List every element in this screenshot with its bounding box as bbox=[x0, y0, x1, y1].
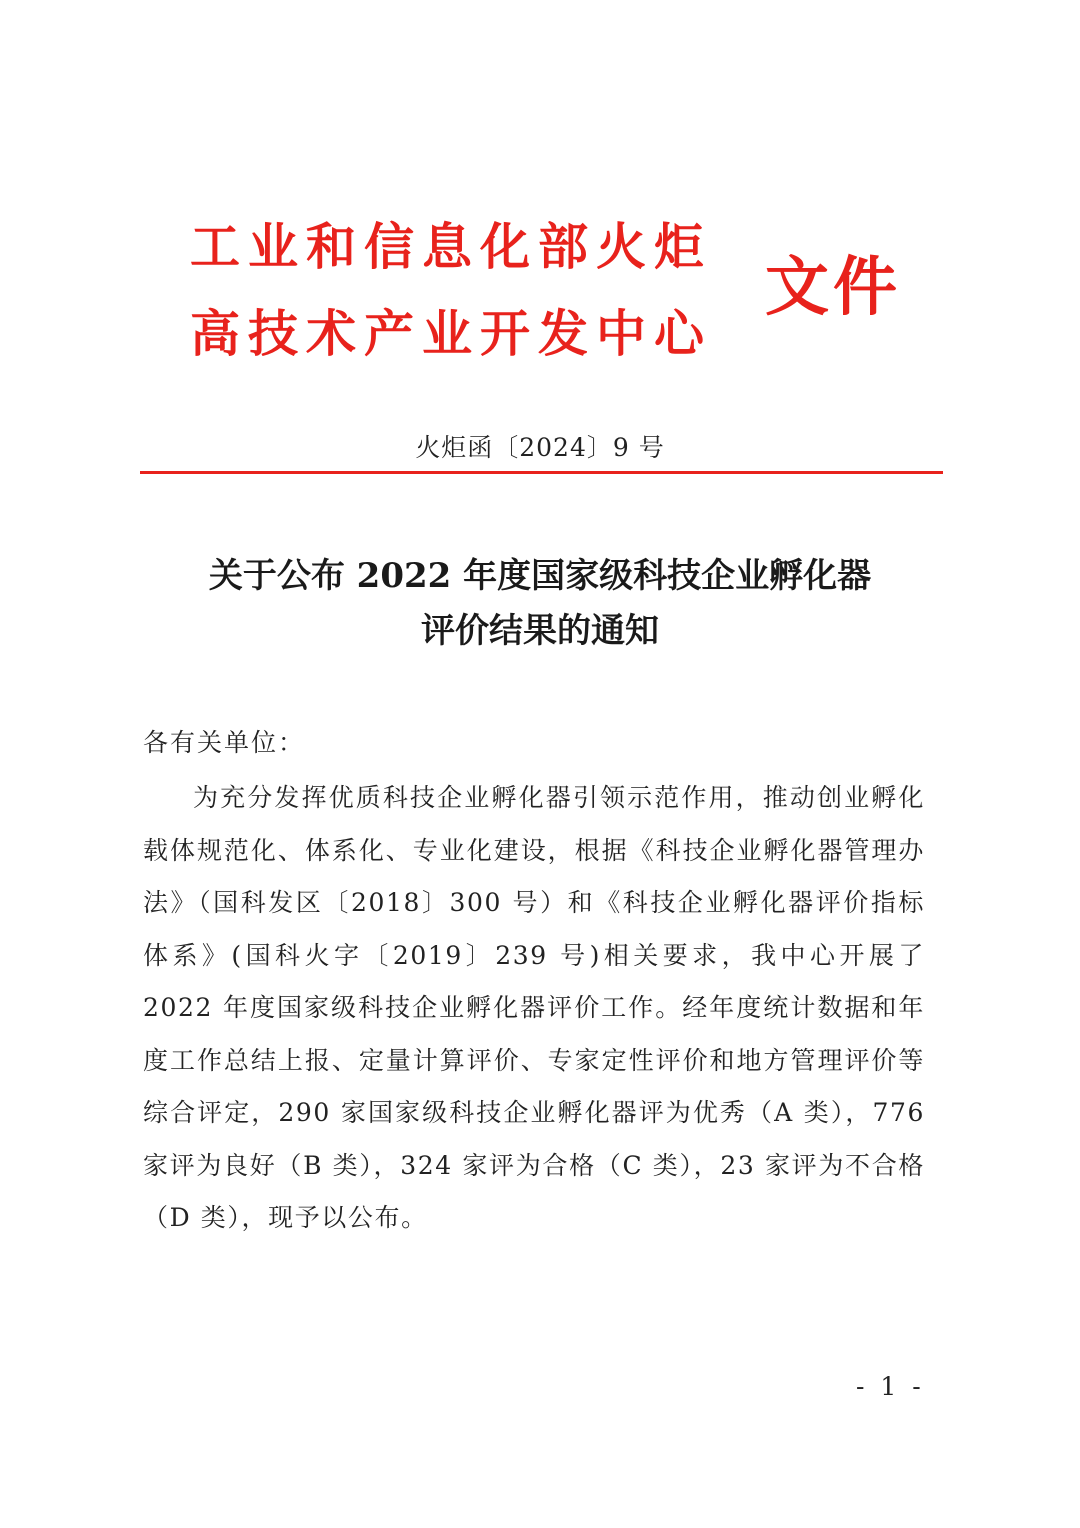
red-divider-rule bbox=[140, 471, 943, 474]
salutation: 各有关单位： bbox=[143, 728, 306, 757]
page-number: - 1 - bbox=[856, 1372, 925, 1401]
document-type-label: 文件 bbox=[765, 250, 901, 325]
body-paragraph: 为充分发挥优质科技企业孵化器引领示范作用，推动创业孵化载体规范化、体系化、专业化建设，根据《科技企业孵化器管理办法》（国科发区〔2018〕300 号）和《科技企业孵化器评价指标体系》(国科火字〔2019〕239 号)相关要求，我中心开展了 2022 年度国家级科技企业孵化器评价工作。经年度统计数据和年度工作总结上报、定量计算评价、专家定性评价和地方管理评价等综合评定，290 家国家级科技企业孵化器评为优秀（A 类），776 家评为良好（B 类），324 家评为合格（C 类），23 家评为不合格（D 类），现予以公布。 bbox=[143, 783, 925, 1232]
document-title-line-1: 关于公布 2022 年度国家级科技企业孵化器 bbox=[208, 556, 872, 596]
document-title-line-2: 评价结果的通知 bbox=[421, 611, 659, 651]
issuing-organization-line-2: 高技术产业开发中心 bbox=[190, 304, 712, 363]
issuing-organization-line-1: 工业和信息化部火炬 bbox=[190, 217, 712, 276]
document-number: 火炬函〔2024〕9 号 bbox=[415, 433, 665, 462]
